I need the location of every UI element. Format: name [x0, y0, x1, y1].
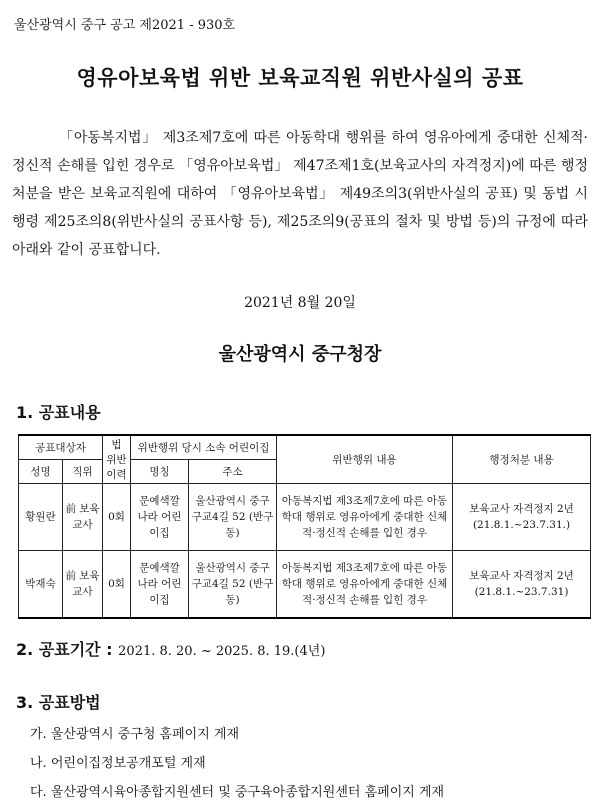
header-law-history: 법 위반 이력 — [103, 435, 131, 484]
section-heading-method: 3. 공표방법 — [16, 693, 101, 712]
notice-date: 2021년 8월 20일 — [244, 295, 356, 311]
table-row — [19, 484, 591, 551]
method-list — [30, 720, 444, 807]
cell-history: 0회 — [103, 484, 131, 551]
intro-paragraph — [12, 124, 588, 264]
section-heading-period: 2. 공표기간 : — [16, 640, 113, 659]
section-heading-content: 1. 공표내용 — [16, 403, 101, 422]
header-address: 주소 — [189, 460, 277, 484]
cell-name: 박재숙 — [19, 551, 63, 619]
cell-facility-name: 문예색깔 나라 어린이집 — [131, 484, 189, 551]
issuing-organization: 울산광역시 중구청장 — [218, 344, 382, 365]
header-violation: 위반행위 내용 — [277, 435, 453, 484]
cell-position: 前 보육 교사 — [63, 484, 103, 551]
cell-position: 前 보육 교사 — [63, 551, 103, 619]
header-position: 직위 — [63, 460, 103, 484]
cell-history: 0회 — [103, 551, 131, 619]
notice-number: 울산광역시 중구 공고 제2021 - 930호 — [14, 18, 236, 33]
list-item: 나. 어린이집정보공개포털 게재 — [30, 756, 206, 771]
cell-disposition: 보육교사 자격정지 2년 (21.8.1.~23.7.31.) — [453, 484, 591, 551]
header-target: 공표대상자 — [19, 435, 103, 460]
cell-name: 황원란 — [19, 484, 63, 551]
cell-disposition: 보육교사 자격정지 2년 (21.8.1.~23.7.31) — [453, 551, 591, 619]
period-value: 2021. 8. 20. ~ 2025. 8. 19.(4년) — [118, 644, 326, 659]
section-period — [16, 637, 325, 660]
cell-facility-name: 문예색깔 나라 어린이집 — [131, 551, 189, 619]
header-facility-name: 명칭 — [131, 460, 189, 484]
header-facility: 위반행위 당시 소속 어린이집 — [131, 435, 277, 460]
cell-address: 울산광역시 중구 구교4길 52 (반구동) — [189, 484, 277, 551]
list-item: 가. 울산광역시 중구청 홈페이지 게재 — [30, 727, 240, 742]
cell-violation: 아동복지법 제3조제7호에 따른 아동학대 행위로 영유아에게 중대한 신체적·정신적 손해를 입힌 경우 — [277, 484, 453, 551]
page-title: 영유아보육법 위반 보육교직원 위반사실의 공표 — [76, 65, 524, 90]
cell-address: 울산광역시 중구 구교4길 52 (반구동) — [189, 551, 277, 619]
intro-text: 「아동복지법」 제3조제7호에 따른 아동학대 행위를 하여 영유아에게 중대한 신체적·정신적 손해를 입힌 경우로 「영유아보육법」 제47조제1호(보육교사의 자격정지)에 따른 행정처분을 받은 보육교직원에 대하여 「영유아보육법」 제49조의3(위반사실의 공표) 및 동법 시행령 제25조의8(위반사실의 공표사항 등), 제25조의9(공표의 절차 및 방법 등)의 규정에 따라 아래와 같이 공표합니다. — [12, 130, 588, 258]
header-disposition: 행정처분 내용 — [453, 435, 591, 484]
header-name: 성명 — [19, 460, 63, 484]
table-row — [19, 551, 591, 619]
list-item: 다. 울산광역시육아종합지원센터 및 중구육아종합지원센터 홈페이지 게재 — [30, 785, 445, 800]
disclosure-table — [18, 434, 591, 619]
cell-violation: 아동복지법 제3조제7호에 따른 아동학대 행위로 영유아에게 중대한 신체적·정신적 손해를 입힌 경우 — [277, 551, 453, 619]
